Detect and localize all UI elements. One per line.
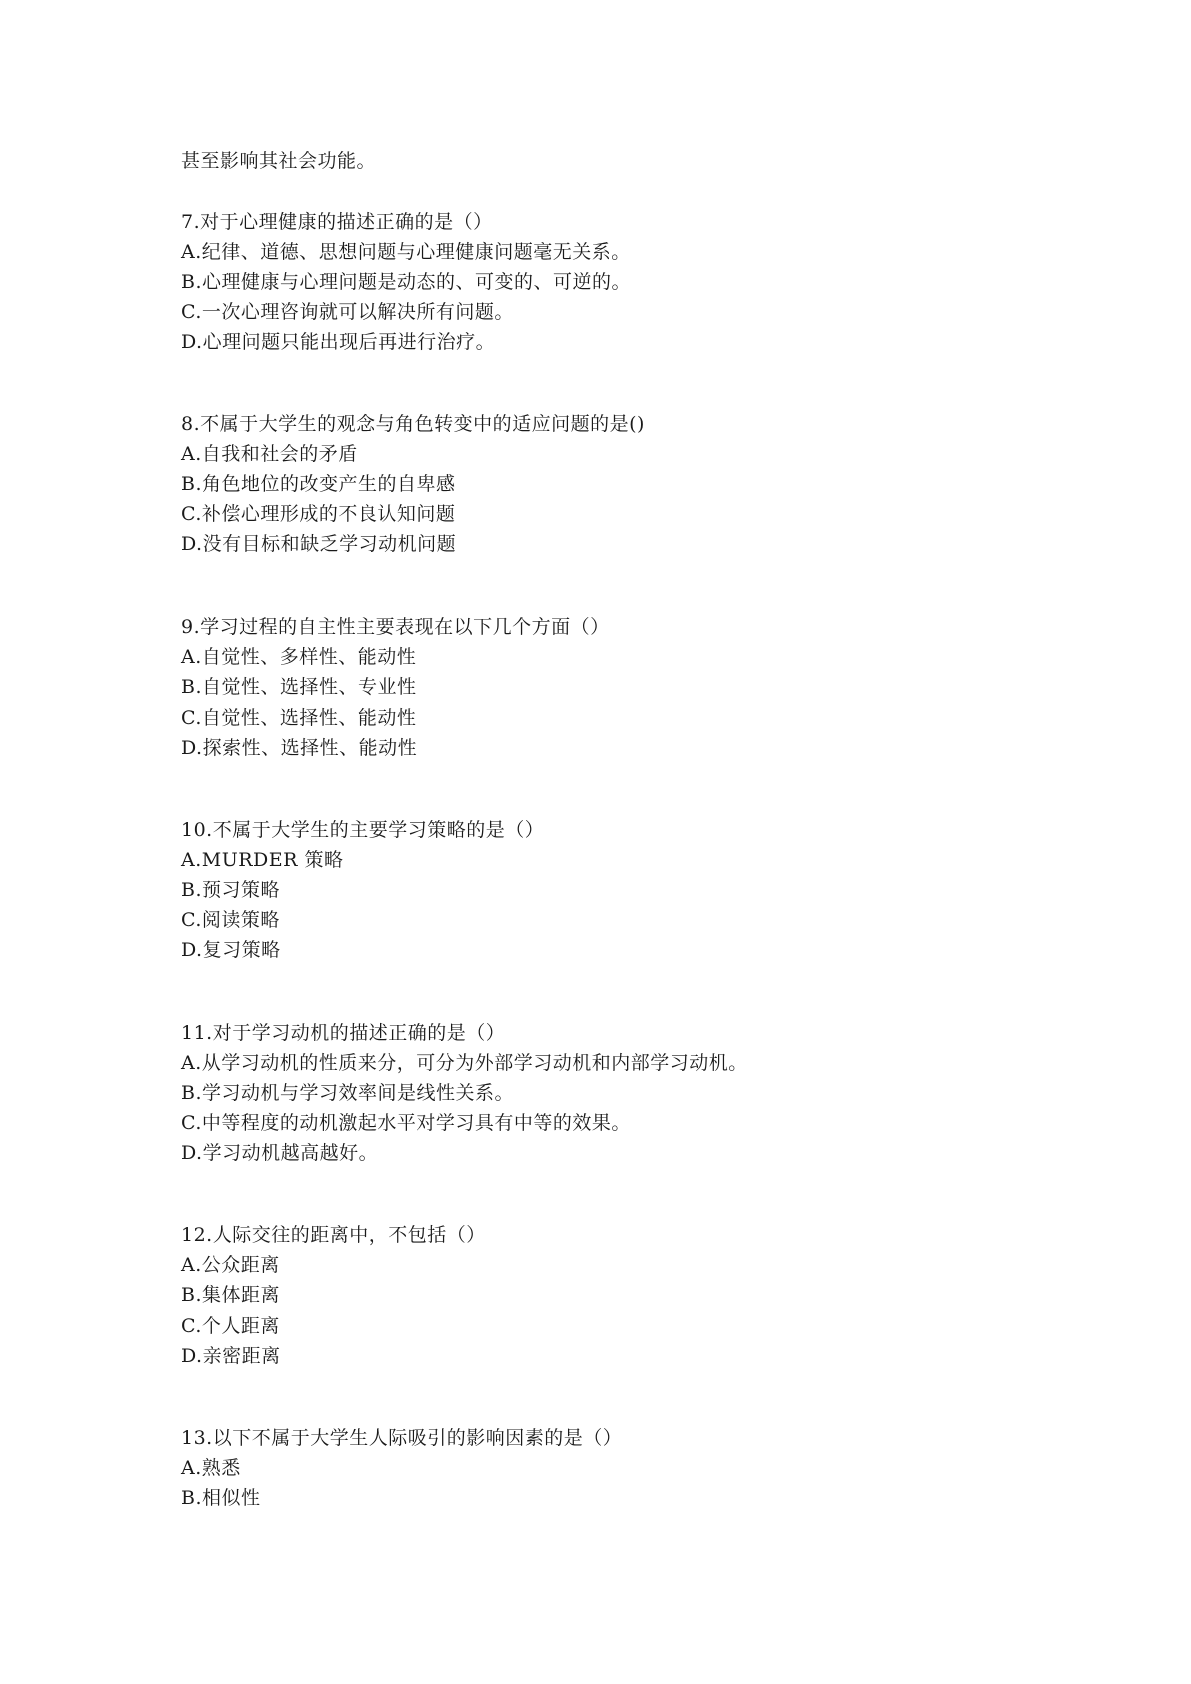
question-option: A.纪律、道德、思想问题与心理健康问题毫无关系。	[181, 241, 631, 263]
question-option: C.补偿心理形成的不良认知问题	[181, 503, 456, 525]
question-option: A.MURDER 策略	[181, 849, 344, 871]
question-option: C.自觉性、选择性、能动性	[181, 707, 417, 729]
question-option: A.从学习动机的性质来分，可分为外部学习动机和内部学习动机。	[181, 1052, 748, 1074]
question-option: C.阅读策略	[181, 909, 280, 931]
question-option: C.一次心理咨询就可以解决所有问题。	[181, 301, 514, 323]
question-option: B.自觉性、选择性、专业性	[181, 676, 417, 698]
question-option: A.自觉性、多样性、能动性	[181, 646, 417, 668]
question-stem: 11.对于学习动机的描述正确的是（）	[181, 1022, 506, 1044]
question-stem: 13.以下不属于大学生人际吸引的影响因素的是（）	[181, 1427, 623, 1449]
question-stem: 10.不属于大学生的主要学习策略的是（）	[181, 819, 545, 841]
question-option: D.没有目标和缺乏学习动机问题	[181, 533, 457, 555]
question-option: D.心理问题只能出现后再进行治疗。	[181, 331, 496, 353]
question-stem: 9.学习过程的自主性主要表现在以下几个方面（）	[181, 616, 610, 638]
intro-line: 甚至影响其社会功能。	[181, 150, 377, 172]
question-option: A.公众距离	[181, 1254, 280, 1276]
question-option: B.学习动机与学习效率间是线性关系。	[181, 1082, 515, 1104]
question-option: A.自我和社会的矛盾	[181, 443, 358, 465]
question-option: C.个人距离	[181, 1315, 280, 1337]
question-option: B.预习策略	[181, 879, 281, 901]
question-option: B.角色地位的改变产生的自卑感	[181, 473, 456, 495]
question-option: B.集体距离	[181, 1284, 281, 1306]
question-option: B.心理健康与心理问题是动态的、可变的、可逆的。	[181, 271, 632, 293]
question-stem: 8.不属于大学生的观念与角色转变中的适应问题的是()	[181, 413, 645, 435]
question-option: D.亲密距离	[181, 1345, 281, 1367]
question-option: A.熟悉	[181, 1457, 241, 1479]
question-option: C.中等程度的动机激起水平对学习具有中等的效果。	[181, 1112, 631, 1134]
question-stem: 7.对于心理健康的描述正确的是（）	[181, 211, 493, 233]
question-option: D.复习策略	[181, 939, 281, 961]
question-option: D.学习动机越高越好。	[181, 1142, 379, 1164]
question-option: B.相似性	[181, 1487, 261, 1509]
question-option: D.探索性、选择性、能动性	[181, 737, 418, 759]
question-stem: 12.人际交往的距离中，不包括（）	[181, 1224, 486, 1246]
